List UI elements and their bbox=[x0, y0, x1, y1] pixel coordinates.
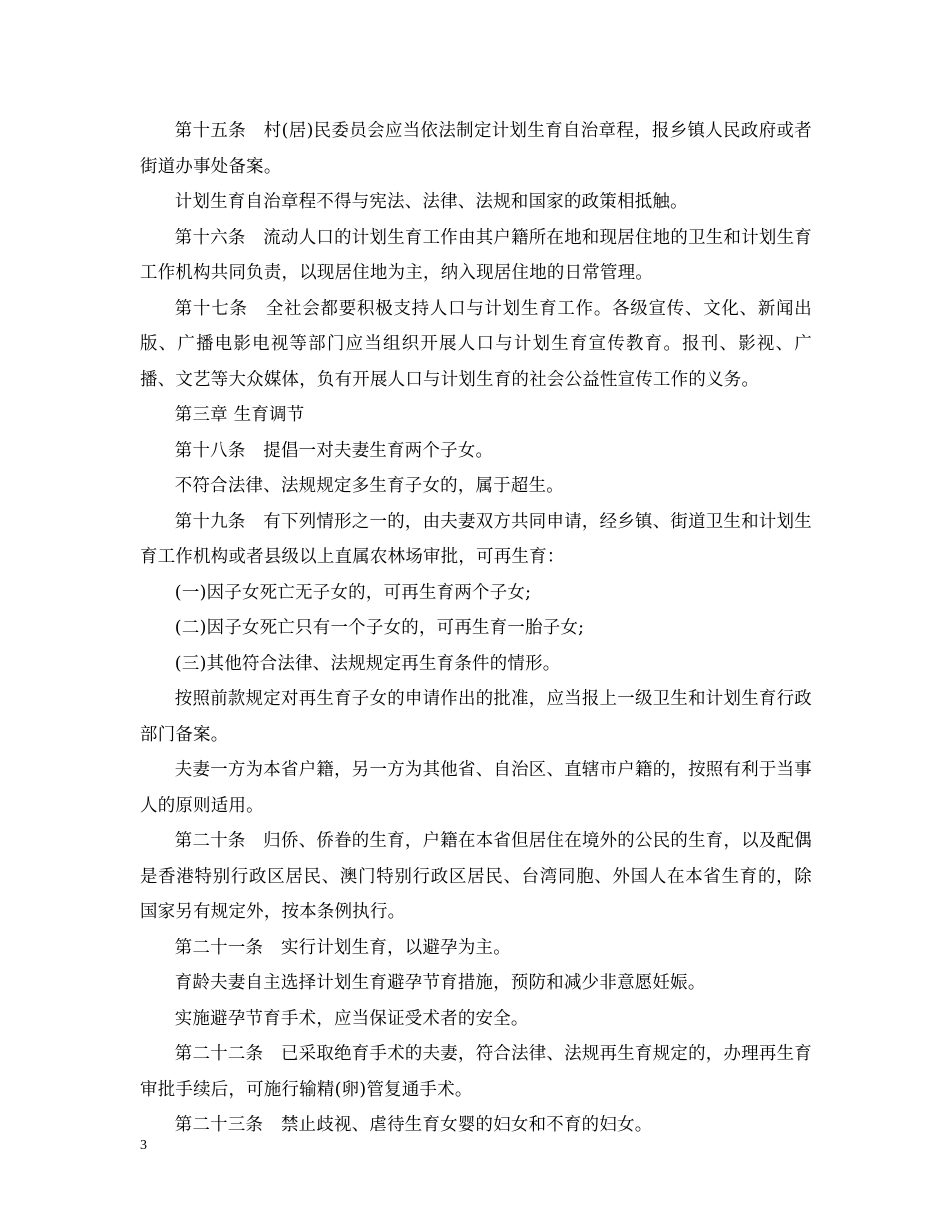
article-17-paragraph: 第十七条 全社会都要积极支持人口与计划生育工作。各级宣传、文化、新闻出版、广播电影电视等部门应当组织开展人口与计划生育宣传教育。报刊、影视、广播、文艺等大众媒体，负有开展人口与计划生育的社会公益性宣传工作的义务。 bbox=[140, 298, 812, 390]
article-15-clause: 计划生育自治章程不得与宪法、法律、法规和国家的政策相抵触。 bbox=[174, 192, 688, 212]
article-16-paragraph: 第十六条 流动人口的计划生育工作由其户籍所在地和现居住地的卫生和计划生育工作机构共同负责，以现居住地为主，纳入现居住地的日常管理。 bbox=[140, 227, 812, 283]
article-21-paragraph: 第二十一条 实行计划生育，以避孕为主。 bbox=[174, 937, 511, 958]
page-number: 3 bbox=[140, 1138, 147, 1153]
article-18-clause: 不符合法律、法规规定多生育子女的，属于超生。 bbox=[174, 476, 564, 496]
article-22-paragraph: 第二十二条 已采取绝育手术的夫妻，符合法律、法规再生育规定的，办理再生育审批手续后，可施行输精(卵)管复通手术。 bbox=[140, 1044, 812, 1100]
article-20-paragraph: 第二十条 归侨、侨眷的生育，户籍在本省但居住在境外的公民的生育，以及配偶是香港特别行政区居民、澳门特别行政区居民、台湾同胞、外国人在本省生育的，除国家另有规定外，按本条例执行。 bbox=[140, 831, 812, 922]
article-21-clause-safety: 实施避孕节育手术，应当保证受术者的安全。 bbox=[174, 1008, 529, 1029]
article-19-item-3: (三)其他符合法律、法规规定再生育条件的情形。 bbox=[174, 653, 561, 674]
article-19-item-2: (二)因子女死亡只有一个子女的，可再生育一胎子女; bbox=[174, 618, 585, 638]
article-19-paragraph: 第十九条 有下列情形之一的，由夫妻双方共同申请，经乡镇、街道卫生和计划生育工作机构或者县级以上直属农林场审批，可再生育： bbox=[140, 511, 812, 567]
article-18-paragraph: 第十八条 提倡一对夫妻生育两个子女。 bbox=[174, 440, 494, 461]
chapter-3-heading: 第三章 生育调节 bbox=[174, 405, 305, 425]
article-19-item-1: (一)因子女死亡无子女的，可再生育两个子女; bbox=[174, 582, 532, 603]
document-body bbox=[140, 114, 812, 1144]
article-23-paragraph: 第二十三条 禁止歧视、虐待生育女婴的妇女和不育的妇女。 bbox=[174, 1115, 653, 1135]
article-19-clause-approval: 按照前款规定对再生育子女的申请作出的批准，应当报上一级卫生和计划生育行政部门备案。 bbox=[140, 689, 812, 745]
article-21-clause-choice: 育龄夫妻自主选择计划生育避孕节育措施，预防和减少非意愿妊娠。 bbox=[174, 973, 706, 993]
article-15-paragraph: 第十五条 村(居)民委员会应当依法制定计划生育自治章程，报乡镇人民政府或者街道办事处备案。 bbox=[140, 121, 812, 177]
article-19-clause-household: 夫妻一方为本省户籍，另一方为其他省、自治区、直辖市户籍的，按照有利于当事人的原则适用。 bbox=[140, 760, 812, 816]
